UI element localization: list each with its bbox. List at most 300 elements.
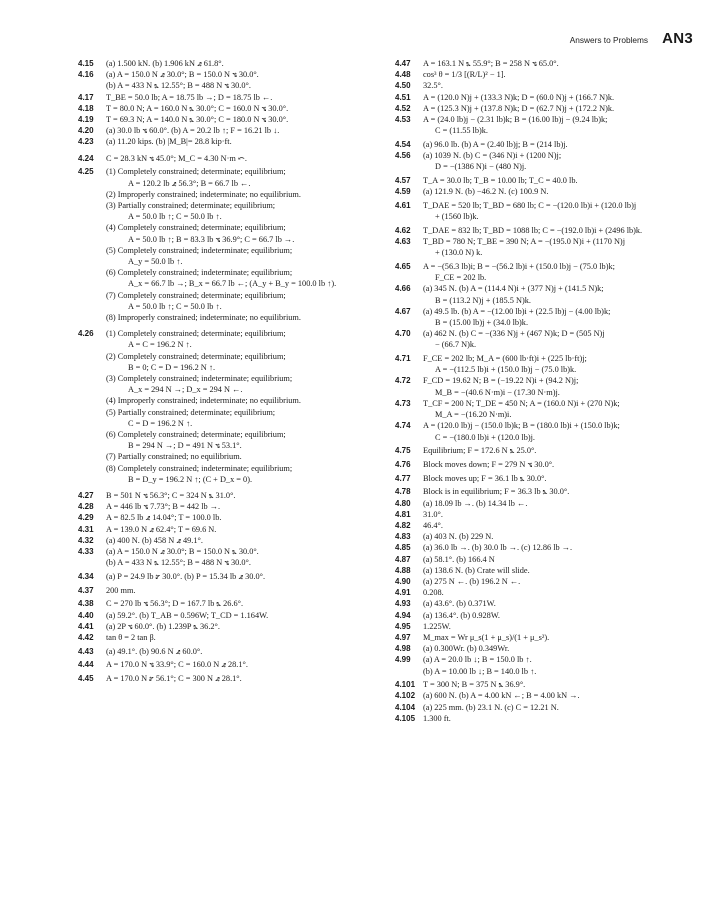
answer-text [423,713,695,724]
answer-text [106,512,383,523]
answer-line: 0.208. [423,588,444,598]
problem-number: 4.37 [78,585,94,595]
answer-entry [395,261,695,283]
answer-text [423,92,695,103]
answer-line: C = −(180.0 lb)i + (120.0 lb)j. [435,432,535,442]
problem-number: 4.19 [78,115,94,125]
answer-text [423,353,695,375]
answer-text [423,103,695,114]
answer-line: (2) Improperly constrained; indeterminate; no equilibrium. [106,189,301,199]
answer-entry [395,58,695,69]
problem-number: 4.25 [78,167,94,177]
answer-line: (a) 225 mm. (b) 23.1 N. (c) C = 12.21 N. [423,702,559,712]
problem-number: 4.43 [78,646,94,656]
running-title: Answers to Problems [569,35,649,45]
answer-line: (a) 30.0 lb ⦪ 60.0°. (b) A = 20.2 lb ↑; F = 16.21 lb ↓. [106,126,280,136]
answer-entry [78,621,383,632]
answer-text [423,139,695,150]
answer-entry [78,524,383,535]
answer-line: T_CF = 200 N; T_DE = 450 N; A = (160.0 N)i + (270 N)k; [423,398,620,408]
answer-line: D = −(1386 N)i − (480 N)j. [435,162,527,172]
answer-entry [78,103,383,114]
answer-entry [395,80,695,91]
answer-line: T = 80.0 N; A = 160.0 N ⦩ 30.0°; C = 160.0 N ⦪ 30.0°. [106,103,289,113]
problem-number: 4.66 [395,284,411,294]
answer-entry [395,654,695,676]
answer-text [423,328,695,350]
answer-entry [395,420,695,442]
answer-entry [78,92,383,103]
answer-text [423,632,695,643]
answer-text [106,501,383,512]
answer-entry [395,283,695,305]
answer-line: 32.5°. [423,81,443,91]
answer-line: + (1560 lb)k. [435,212,479,222]
answer-text [106,524,383,535]
answer-entry [395,690,695,701]
answer-text [106,598,383,609]
problem-number: 4.40 [78,610,94,620]
answer-line: A = 50.0 lb ↑; C = 50.0 lb ↑. [128,301,222,311]
answer-entry [78,598,383,609]
answer-line: C = D = 196.2 N ↑. [128,418,193,428]
answer-line: A = 170.0 N ⦫ 56.1°; C = 300 N ⦨ 28.1°. [106,674,242,684]
answer-line: (a) 96.0 lb. (b) A = (2.40 lb)j; B = (214 lb)j. [423,139,568,149]
answer-text [423,114,695,136]
answer-entry [395,632,695,643]
answer-line: T = 69.3 N; A = 140.0 N ⦩ 30.0°; C = 180.0 N ⦪ 30.0°. [106,115,289,125]
answer-entry [78,125,383,136]
answer-line: F_CE = 202 lb. [435,273,487,283]
answer-line: A = 163.1 N ⦩ 55.9°; B = 258 N ⦪ 65.0°. [423,59,559,68]
answer-line: (a) 136.4°. (b) 0.928W. [423,610,500,620]
answer-line: A = 50.0 lb ↑; C = 50.0 lb ↑. [128,212,222,222]
answer-line: T_A = 30.0 lb; T_B = 10.00 lb; T_C = 40.0 lb. [423,176,578,186]
answer-text [423,531,695,542]
problem-number: 4.42 [78,632,94,642]
answer-text [106,646,383,657]
answer-line: A_x = 294 N →; D_x = 294 N ←. [128,385,243,395]
problem-number: 4.76 [395,459,411,469]
problem-number: 4.88 [395,565,411,575]
problem-number: 4.31 [78,524,94,534]
answer-line: (a) 2P ⦪ 60.0°. (b) 1.239P ⦩ 36.2°. [106,621,220,631]
problem-number: 4.41 [78,621,94,631]
answer-line: A = −(56.3 lb)i; B = −(56.2 lb)i + (150.0 lb)j − (75.0 lb)k; [423,261,615,271]
answer-entry [395,353,695,375]
problem-number: 4.34 [78,571,94,581]
answer-text [423,643,695,654]
answer-line: 1.300 ft. [423,713,451,723]
answer-text [423,598,695,609]
answer-entry [395,713,695,724]
answer-line: (a) 58.1°. (b) 166.4 N [423,554,495,564]
answer-line: cos³ θ = 1/3 [(R/L)² − 1]. [423,70,506,80]
answer-line: A = 120.2 lb ⦨ 56.3°; B = 66.7 lb ←. [128,178,251,188]
problem-number: 4.61 [395,200,411,210]
answer-text [423,261,695,283]
answer-line: A_y = 50.0 lb ↑. [128,256,183,266]
problem-number: 4.56 [395,151,411,161]
answer-text [423,445,695,456]
problem-number: 4.94 [395,610,411,620]
problem-number: 4.59 [395,187,411,197]
answer-entry [78,546,383,568]
problem-number: 4.102 [395,691,416,701]
answer-text [423,654,695,676]
problem-number: 4.87 [395,554,411,564]
answer-text [106,103,383,114]
answer-entry [395,103,695,114]
answer-entry [395,225,695,236]
answer-entry [395,375,695,397]
answer-line: (a) A = 20.0 lb ↓; B = 150.0 lb ↑. [423,655,532,665]
answer-text [106,673,383,684]
answer-line: (a) A = 150.0 N ⦨ 30.0°; B = 150.0 N ⦪ 30.0°. [106,70,259,80]
answer-entry [395,139,695,150]
answer-line: (1) Completely constrained; determinate; equilibrium; [106,329,286,339]
answer-text [106,546,383,568]
answer-entry [395,587,695,598]
answer-line: A = 82.5 lb ⦨ 14.04°; T = 100.0 lb. [106,513,222,523]
answer-entry [395,610,695,621]
answer-line: (7) Partially constrained; no equilibrium. [106,452,242,462]
answer-entry [395,598,695,609]
answer-entry [78,646,383,657]
problem-number: 4.105 [395,713,416,723]
answer-text [106,610,383,621]
answer-line: (a) 121.9 N. (b) −46.2 N. (c) 100.9 N. [423,187,549,197]
answer-line: A = (24.0 lb)j − (2.31 lb)k; B = (16.00 lb)j − (9.24 lb)k; [423,115,608,125]
answer-line: (1) Completely constrained; determinate; equilibrium; [106,167,286,177]
answer-line: (3) Completely constrained; indeterminate; equilibrium; [106,373,293,383]
problem-number: 4.101 [395,680,416,690]
answer-text [423,306,695,328]
answer-line: Block moves up; F = 36.1 lb ⦩ 30.0°. [423,473,547,483]
problem-number: 4.83 [395,532,411,542]
problem-number: 4.15 [78,59,94,68]
answer-line: A_x = 66.7 lb →; B_x = 66.7 lb ←; (A_y + B_y = 100.0 lb ↑). [128,279,337,289]
answer-text [106,125,383,136]
answer-entry [395,643,695,654]
answer-entry [395,69,695,80]
answer-text [106,92,383,103]
answer-line: 31.0°. [423,509,443,519]
answer-line: B = 294 N →; D = 491 N ⦪ 53.1°. [128,441,242,451]
answer-text [423,398,695,420]
problem-number: 4.90 [395,576,411,586]
problem-number: 4.33 [78,547,94,557]
problem-number: 4.71 [395,354,411,364]
answer-line: M_A = −(16.20 N·m)i. [435,410,512,420]
answer-line: Block is in equilibrium; F = 36.3 lb ⦩ 30.0°. [423,487,570,497]
answer-line: A = 170.0 N ⦪ 33.9°; C = 160.0 N ⦨ 28.1°. [106,660,248,670]
answer-text [423,554,695,565]
answer-line: (5) Completely constrained; indeterminate; equilibrium; [106,245,293,255]
problem-number: 4.72 [395,376,411,386]
answer-line: (a) 345 N. (b) A = (114.4 N)i + (377 N)j + (141.5 N)k; [423,284,604,294]
answer-entry [395,236,695,258]
problem-number: 4.17 [78,92,94,102]
answer-line: F_CD = 19.62 N; B = (−19.22 N)i + (94.2 N)j; [423,376,579,386]
answer-entry [395,114,695,136]
answer-line: (6) Completely constrained; indeterminate; equilibrium; [106,268,293,278]
problem-number: 4.28 [78,502,94,512]
problem-number: 4.73 [395,398,411,408]
right-answer-column [395,58,695,724]
answer-entry [78,58,383,69]
problem-number: 4.104 [395,702,416,712]
answer-text [106,659,383,670]
answer-line: T = 300 N; B = 375 N ⦩ 36.9°. [423,680,526,690]
problem-number: 4.95 [395,621,411,631]
answer-entry [395,486,695,497]
answer-line: (b) A = 10.00 lb ↓; B = 140.0 lb ↑. [423,666,537,676]
answer-entry [78,166,383,323]
answer-line: T_BD = 780 N; T_BE = 390 N; A = −(195.0 N)i + (1170 N)j [423,237,626,247]
answer-line: T_DAE = 520 lb; T_BD = 680 lb; C = −(120.0 lb)i + (120.0 lb)j [423,200,637,210]
problem-number: 4.74 [395,421,411,431]
answer-text [423,542,695,553]
answer-entry [395,565,695,576]
answer-line: (4) Improperly constrained; indeterminate; no equilibrium. [106,396,301,406]
answer-text [423,509,695,520]
problem-number: 4.77 [395,473,411,483]
answer-text [423,236,695,258]
answer-entry [395,702,695,713]
answer-line: (a) 0.300Wr. (b) 0.349Wr. [423,644,510,654]
answer-text [106,632,383,643]
answer-line: A = −(112.5 lb)i + (150.0 lb)j − (75.0 lb)k. [435,365,577,375]
answer-entry [395,92,695,103]
answer-line: 200 mm. [106,585,136,595]
answer-line: B = (113.2 N)j + (185.5 N)k. [435,295,531,305]
answer-text [423,486,695,497]
problem-number: 4.80 [395,498,411,508]
answer-text [106,621,383,632]
page-header [570,30,693,47]
answer-entry [78,69,383,91]
answer-entry [395,398,695,420]
answer-line: (8) Completely constrained; indeterminate; equilibrium; [106,463,293,473]
answer-entry [78,659,383,670]
answer-text [106,585,383,596]
answer-entry [78,571,383,582]
answer-entry [78,535,383,546]
answer-line: (a) 600 N. (b) A = 4.00 kN ←; B = 4.00 kN →. [423,691,580,701]
answer-line: (a) A = 150.0 N ⦨ 30.0°; B = 150.0 N ⦩ 30.0°. [106,547,259,557]
answer-entry [78,490,383,501]
problem-number: 4.81 [395,509,411,519]
answer-line: A = 446 lb ⦪ 7.73°; B = 442 lb →. [106,502,221,512]
answer-line: (a) 275 N ←. (b) 196.2 N ←. [423,576,521,586]
answer-text [106,58,383,69]
answer-line: (a) 59.2°. (b) T_AB = 0.596W; T_CD = 1.164W. [106,610,269,620]
answer-entry [78,585,383,596]
answer-entry [395,621,695,632]
answer-line: A = (125.3 N)j + (137.8 N)k; D = (62.7 N)j + (172.2 N)k. [423,103,615,113]
problem-number: 4.54 [395,139,411,149]
answer-entry [395,542,695,553]
answer-line: (a) 49.1°. (b) 90.6 N ⦨ 60.0°. [106,646,203,656]
answer-entry [395,459,695,470]
answer-line: (3) Partially constrained; determinate; equilibrium; [106,200,276,210]
answer-text [423,150,695,172]
answer-entry [395,531,695,542]
problem-number: 4.45 [78,674,94,684]
problem-number: 4.82 [395,520,411,530]
answer-text [423,375,695,397]
problem-number: 4.24 [78,153,94,163]
problem-number: 4.93 [395,599,411,609]
answer-text [106,114,383,125]
answer-text [423,175,695,186]
answer-line: (a) 11.20 kips. (b) |M_B|= 28.8 kip·ft. [106,137,232,147]
answer-line: F_CE = 202 lb; M_A = (600 lb·ft)i + (225 lb·ft)j; [423,354,587,364]
problem-number: 4.97 [395,632,411,642]
answer-line: + (130.0 N) k. [435,248,483,258]
answer-text [106,153,383,164]
answer-text [423,576,695,587]
answer-text [106,490,383,501]
answer-line: T_BE = 50.0 lb; A = 18.75 lb →; D = 18.75 lb ←. [106,92,273,102]
answer-entry [78,673,383,684]
answer-line: (a) 36.0 lb →. (b) 30.0 lb →. (c) 12.86 lb →. [423,543,573,553]
answer-line: A = 50.0 lb ↑; B = 83.3 lb ⦪ 36.9°; C = 66.7 lb →. [128,234,295,244]
problem-number: 4.32 [78,535,94,545]
answer-line: 1.225W. [423,621,451,631]
answer-text [106,328,383,485]
answer-line: (5) Partially constrained; determinate; equilibrium; [106,407,276,417]
answer-text [423,702,695,713]
problem-number: 4.98 [395,644,411,654]
answer-line: T_DAE = 832 lb; T_BD = 1088 lb; C = −(192.0 lb)i + (2496 lb)k. [423,225,643,235]
answer-text [423,473,695,484]
problem-number: 4.78 [395,487,411,497]
answer-text [423,610,695,621]
answer-text [423,565,695,576]
answer-text [423,283,695,305]
answer-entry [395,520,695,531]
answer-text [106,571,383,582]
answer-text [106,535,383,546]
answer-text [423,200,695,222]
problem-number: 4.27 [78,491,94,501]
answer-line: (a) P = 24.9 lb ⦫ 30.0°. (b) P = 15.34 lb ⦨ 30.0°. [106,571,266,581]
answer-entry [78,512,383,523]
problem-number: 4.70 [395,329,411,339]
problem-number: 4.67 [395,306,411,316]
problem-number: 4.38 [78,599,94,609]
problem-number: 4.65 [395,261,411,271]
answer-line: (a) 49.5 lb. (b) A = −(12.00 lb)i + (22.5 lb)j − (4.00 lb)k; [423,306,611,316]
answer-line: (a) 43.6°. (b) 0.371W. [423,599,496,609]
answer-line: A = 139.0 N ⦨ 62.4°; T = 69.6 N. [106,524,217,534]
problem-number: 4.99 [395,655,411,665]
problem-number: 4.85 [395,543,411,553]
problem-number: 4.52 [395,103,411,113]
answer-line: (8) Improperly constrained; indeterminate; no equilibrium. [106,312,301,322]
answer-text [423,520,695,531]
answer-entry [395,186,695,197]
answer-entry [78,610,383,621]
problem-number: 4.91 [395,588,411,598]
answer-line: tan θ = 2 tan β. [106,632,156,642]
problem-number: 4.23 [78,137,94,147]
answer-entry [78,632,383,643]
answer-line: (a) 462 N. (b) C = −(336 N)j + (467 N)k; D = (505 N)j [423,329,605,339]
problem-number: 4.47 [395,59,411,68]
answer-line: C = 270 lb ⦪ 56.3°; D = 167.7 lb ⦩ 26.6°. [106,599,244,609]
answer-line: M_max = Wr μ_s(1 + μ_s)/(1 + μ_s²). [423,632,550,642]
answer-line: B = D_y = 196.2 N ↑; (C + D_x = 0). [128,474,253,484]
answer-line: C = 28.3 kN ⦪ 45.0°; M_C = 4.30 N·m ⤺. [106,153,247,163]
problem-number: 4.53 [395,115,411,125]
answer-entry [395,200,695,222]
answer-line: B = 501 N ⦪ 56.3°; C = 324 N ⦩ 31.0°. [106,491,236,501]
answer-entry [78,136,383,147]
answer-entry [395,150,695,172]
problem-number: 4.62 [395,225,411,235]
answer-line: (2) Completely constrained; determinate; equilibrium; [106,351,286,361]
problem-number: 4.29 [78,513,94,523]
answer-text [423,679,695,690]
answer-entry [395,175,695,186]
answer-text [423,420,695,442]
answer-line: 46.4°. [423,520,443,530]
answer-entry [78,501,383,512]
answer-entry [78,328,383,485]
problem-number: 4.48 [395,70,411,80]
page-number: AN3 [662,30,693,47]
left-answer-column [78,58,383,684]
problem-number: 4.63 [395,237,411,247]
answer-line: (a) 400 N. (b) 458 N ⦨ 49.1°. [106,535,203,545]
answer-line: − (66.7 N)k. [435,340,477,350]
answer-line: (a) 138.6 N. (b) Crate will slide. [423,565,530,575]
problem-number: 4.51 [395,92,411,102]
answer-text [423,621,695,632]
answer-text [423,498,695,509]
problem-number: 4.75 [395,446,411,456]
answer-line: (7) Completely constrained; determinate; equilibrium; [106,290,286,300]
answer-line: C = (11.55 lb)k. [435,126,488,136]
answer-entry [395,679,695,690]
answer-entry [395,554,695,565]
answer-line: (4) Completely constrained; determinate; equilibrium; [106,223,286,233]
answer-text [423,587,695,598]
answer-entry [395,445,695,456]
problem-number: 4.20 [78,126,94,136]
answer-entry [78,153,383,164]
answer-text [423,58,695,69]
answer-text [423,186,695,197]
answer-line: (b) A = 433 N ⦩ 12.55°; B = 488 N ⦪ 30.0°. [106,558,251,568]
answer-entry [395,473,695,484]
answer-text [423,69,695,80]
answer-text [423,225,695,236]
answer-line: (a) 403 N. (b) 229 N. [423,532,494,542]
answer-text [423,459,695,470]
answer-line: B = (15.00 lb)j + (34.0 lb)k. [435,317,529,327]
problem-number: 4.44 [78,660,94,670]
answer-text [106,69,383,91]
answer-entry [78,114,383,125]
answer-text [106,166,383,323]
answer-line: M_B = −(40.6 N·m)i − (17.30 N·m)j. [435,387,560,397]
problem-number: 4.57 [395,176,411,186]
answer-text [423,80,695,91]
